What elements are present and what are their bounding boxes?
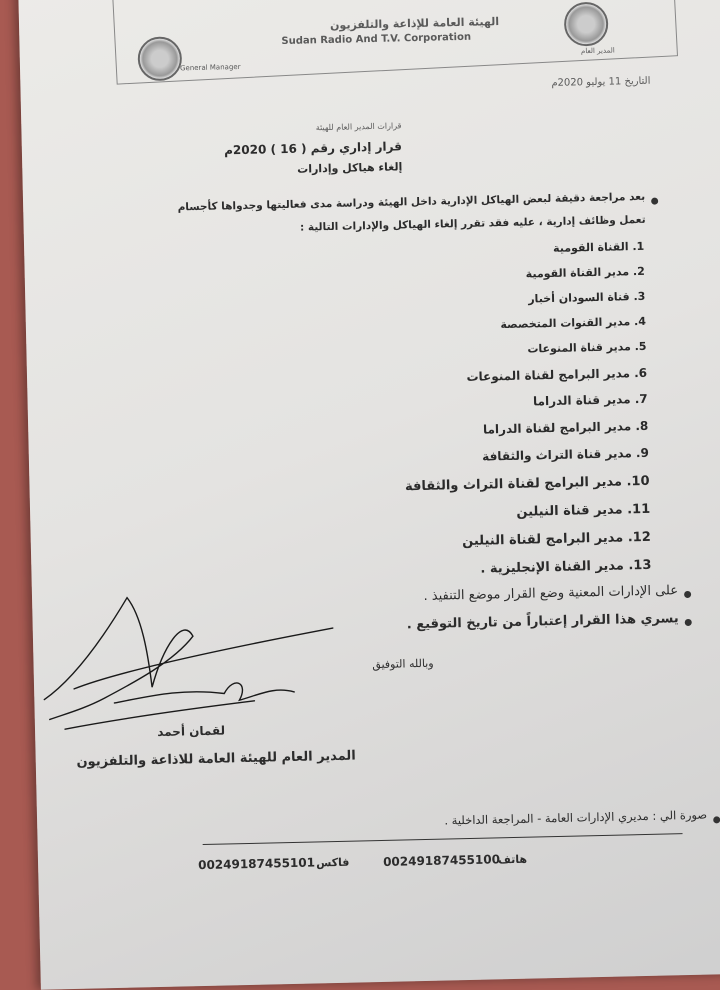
fax-label: فاكس [315,855,350,870]
signer-title: المدير العام للهيئة العامة للاذاعة والتلفزيون [76,748,356,770]
intro-bullet [651,198,658,205]
list-item: 6. مدير البرامج لقناة المنوعات [466,365,648,384]
list-item: 1. القناة القومية [552,239,645,255]
org-name-arabic: الهيئة العامة للإذاعة والتلفزيون [329,15,500,32]
list-item: 3. قناة السودان أخبار [528,289,646,306]
decision-number: قرار إداري رقم ( 16 ) 2020م [223,139,403,158]
closing-phrase: وبالله التوفيق [372,656,434,672]
list-item: 12. مدير البرامج لقناة النيلين [462,529,651,550]
date-line: التاريخ 11 يوليو 2020م [551,75,651,89]
directive-bullet [684,591,691,598]
cc-line: صورة الي : مديري الإدارات العامة - المراجعة الداخلية . [444,807,708,828]
phone-number: 00249187455100 [382,852,501,869]
signer-name: لقمان أحمد [157,723,226,740]
decision-subject: إلغاء هياكل وإدارات [297,160,403,176]
directive-2: يسري هذا القرار إعتباراً من تاريخ التوقيع . [406,611,679,633]
list-item: 13. مدير القناة الإنجليزية . [480,557,652,577]
list-item: 8. مدير البرامج لقناة الدراما [482,418,649,437]
general-manager-label: General Manager [179,62,241,73]
intro-paragraph-line2: تعمل وظائف إدارية ، عليه فقد تقرر إلغاء الهياكل والإدارات التالية : [299,213,646,234]
list-item: 5. مدير قناة المنوعات [527,339,647,356]
list-item: 11. مدير قناة النيلين [516,501,651,520]
cc-bullet [713,816,720,823]
list-item: 10. مدير البرامج لقناة التراث والثقافة [404,473,650,495]
list-item: 7. مدير قناة الدراما [532,391,648,409]
list-item: 9. مدير قناة التراث والثقافة [482,445,650,464]
phone-label: هاتف [497,852,528,867]
org-name-english: Sudan Radio And T.V. Corporation [281,31,472,48]
footer-divider [203,833,683,845]
document-page [18,0,720,990]
list-item: 4. مدير القنوات المتخصصة [500,314,647,332]
authority-heading: قرارات المدير العام للهيئة [315,121,402,133]
fax-number: 00249187455101 [197,855,316,873]
office-label: المدير العام [580,46,615,56]
directive-1: على الإدارات المعنية وضع القرار موضع التنفيذ . [423,583,679,604]
list-item: 2. مدير القناة القومية [525,264,645,281]
directive-bullet [685,619,692,626]
intro-paragraph-line1: بعد مراجعة دقيقة لبعض الهياكل الإدارية داخل الهيئة ودراسة مدى فعاليتها وجدواها كأجسام [177,190,646,214]
